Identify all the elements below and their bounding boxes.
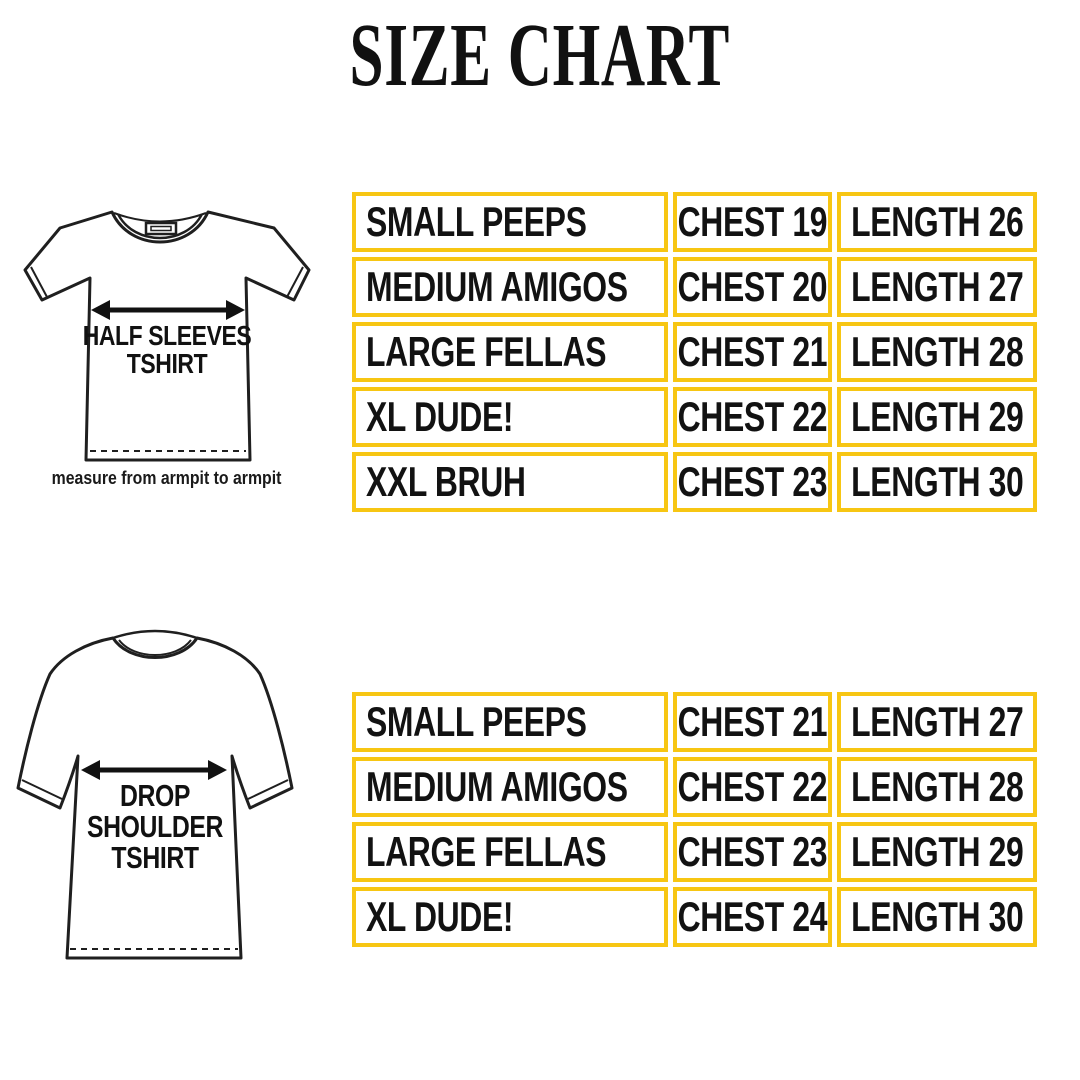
measure-caption-text: measure from armpit to armpit [52, 468, 282, 488]
drop-shoulder-tshirt-figure [10, 618, 300, 980]
size-cell [352, 887, 668, 947]
size-cell [352, 757, 668, 817]
measure-caption [12, 468, 322, 489]
chest-cell [673, 452, 832, 512]
size-cell [352, 387, 668, 447]
length-value: LENGTH 27 [850, 698, 1024, 745]
length-value: LENGTH 30 [850, 893, 1024, 940]
length-cell [837, 692, 1037, 752]
size-cell [352, 452, 668, 512]
size-label: SMALL PEEPS [366, 698, 587, 745]
size-label: LARGE FELLAS [366, 328, 607, 375]
chest-value: CHEST 20 [677, 263, 828, 310]
chest-value: CHEST 23 [677, 458, 828, 505]
length-value: LENGTH 29 [850, 393, 1024, 440]
chest-cell [673, 192, 832, 252]
size-cell [352, 692, 668, 752]
length-cell [837, 192, 1037, 252]
half-sleeves-label [12, 322, 322, 378]
size-cell [352, 322, 668, 382]
length-cell [837, 452, 1037, 512]
chest-value: CHEST 21 [677, 698, 828, 745]
size-label: MEDIUM AMIGOS [366, 263, 628, 310]
chest-value: CHEST 19 [677, 198, 828, 245]
collar-back-line [113, 631, 197, 638]
chest-value: CHEST 22 [677, 763, 828, 810]
length-value: LENGTH 26 [850, 198, 1024, 245]
half-sleeves-size-table [352, 192, 1037, 512]
drop-shoulder-label [10, 780, 300, 873]
length-value: LENGTH 28 [850, 763, 1024, 810]
length-cell [837, 257, 1037, 317]
length-value: LENGTH 29 [850, 828, 1024, 875]
chest-value: CHEST 24 [677, 893, 828, 940]
drop-shoulder-label-line1: DROP [119, 778, 191, 813]
size-label: XXL BRUH [366, 458, 526, 505]
size-cell [352, 822, 668, 882]
size-label: MEDIUM AMIGOS [366, 763, 628, 810]
length-cell [837, 387, 1037, 447]
half-sleeves-label-line1: HALF SLEEVES [82, 320, 252, 351]
size-label: SMALL PEEPS [366, 198, 587, 245]
page-title [0, 6, 1080, 105]
chest-cell [673, 692, 832, 752]
chest-cell [673, 322, 832, 382]
page-title-text: SIZE CHART [349, 6, 731, 105]
size-cell [352, 257, 668, 317]
chest-cell [673, 387, 832, 447]
chest-cell [673, 822, 832, 882]
length-value: LENGTH 28 [850, 328, 1024, 375]
chest-value: CHEST 21 [677, 328, 828, 375]
chest-cell [673, 887, 832, 947]
size-label: XL DUDE! [366, 393, 514, 440]
chest-cell [673, 257, 832, 317]
length-cell [837, 322, 1037, 382]
size-cell [352, 192, 668, 252]
chest-cell [673, 757, 832, 817]
chest-value: CHEST 22 [677, 393, 828, 440]
size-label: XL DUDE! [366, 893, 514, 940]
drop-shoulder-size-table [352, 692, 1037, 947]
neck-label-tag-inner [151, 227, 171, 231]
length-value: LENGTH 27 [850, 263, 1024, 310]
size-label: LARGE FELLAS [366, 828, 607, 875]
chest-value: CHEST 23 [677, 828, 828, 875]
length-cell [837, 757, 1037, 817]
drop-shoulder-label-line2: SHOULDER [87, 809, 223, 844]
collar-back-line [114, 213, 206, 222]
half-sleeves-tshirt-figure [12, 198, 322, 498]
length-cell [837, 887, 1037, 947]
half-sleeves-label-line2: TSHIRT [126, 348, 208, 379]
length-cell [837, 822, 1037, 882]
drop-shoulder-label-line3: TSHIRT [111, 840, 199, 875]
length-value: LENGTH 30 [850, 458, 1024, 505]
